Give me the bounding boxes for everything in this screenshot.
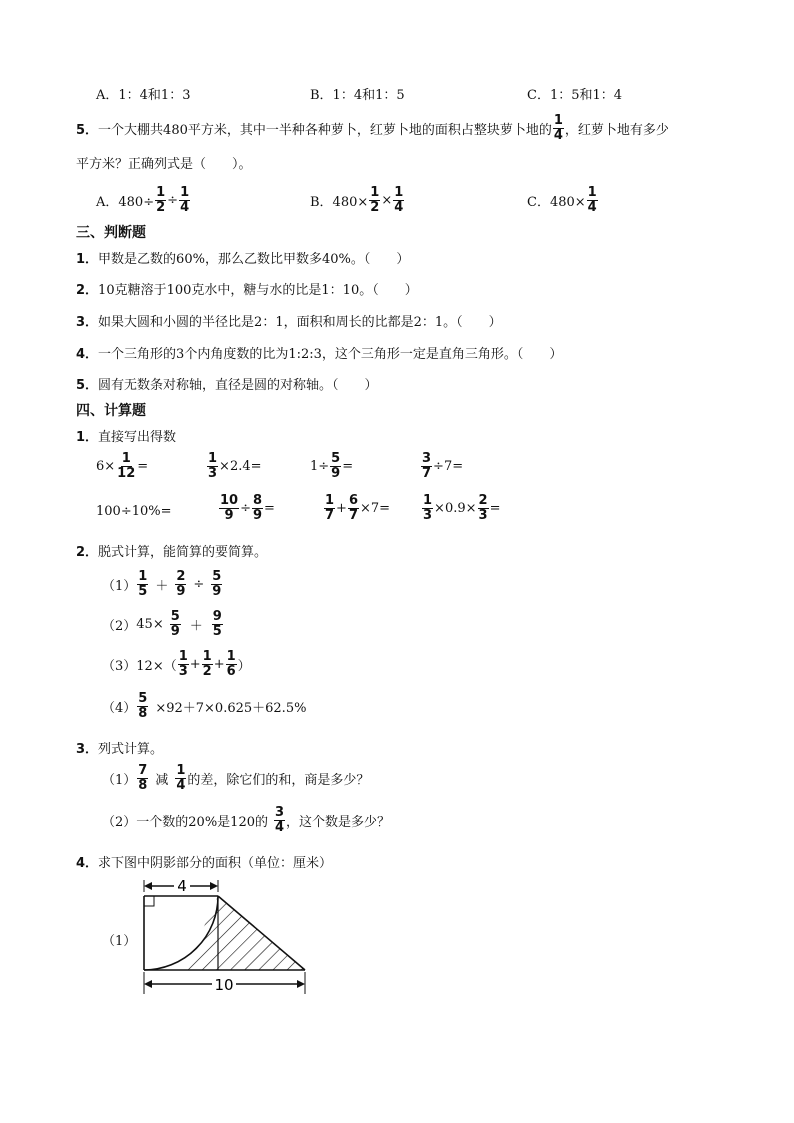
mental-calc-8: $\frac{1}{3}$ ×0.9× $\frac{2}{3}$ = (423, 493, 501, 523)
question-number: 5． (76, 123, 99, 138)
question-text: 一个大棚共480平方米，其中一半种各种萝卜，红萝卜地的面积占整块萝卜地的 (98, 123, 552, 138)
judge-item-3: 3．如果大圆和小圆的半径比是2：1，面积和周长的比都是2：1。（ ） (76, 315, 502, 330)
figure-label: （1） (102, 934, 137, 949)
section-title: 三、判断题 (76, 225, 146, 241)
step-calc-2: （2） 45× $\frac{5}{9}$ ＋ $\frac{9}{5}$ (102, 609, 222, 639)
option-b: B．480× $\frac{1}{2}$ × $\frac{1}{4}$ (310, 185, 404, 215)
word-problem-1: （1） $\frac{7}{8}$ 减 $\frac{1}{4}$ 的差，除它们的和，商是多少？ (102, 763, 370, 793)
question-5 (76, 114, 669, 143)
shaded-area-figure (130, 872, 320, 1000)
dim-bottom: 10 (214, 976, 234, 994)
calc-q3: 3．列式计算。 (76, 742, 164, 757)
mental-calc-6: $\frac{10}{9}$ ÷ $\frac{8}{9}$ = (220, 493, 275, 523)
judge-item-1: 1．甲数是乙数的60%，那么乙数比甲数多40%。（ ） (76, 252, 410, 267)
section-title: 四、计算题 (76, 403, 146, 419)
word-problem-2: （2） 一个数的20%是120的 $\frac{3}{4}$ ，这个数是多少？ (102, 805, 391, 835)
option-b: B．1：4和1：5 (310, 88, 405, 103)
option-c: C．1：5和1：4 (527, 88, 623, 103)
mental-calc-5: 100÷10%= (96, 504, 172, 519)
mental-calc-3: 1÷ $\frac{5}{9}$ = (310, 451, 354, 481)
calc-q2: 2．脱式计算，能简算的要简算。 (76, 545, 268, 560)
step-calc-3: （3） 12×（ $\frac{1}{3}$ + $\frac{1}{2}$ + $\frac{1}{6}$ ） (102, 649, 251, 679)
mental-calc-1: 6× $\frac{1}{12}$ = (96, 451, 149, 481)
shaded-region (184, 896, 305, 970)
mental-calc-2: $\frac{1}{3}$ ×2.4= (208, 451, 262, 481)
step-calc-1: （1） $\frac{1}{5}$ ＋ $\frac{2}{9}$ ÷ $\frac{5}{9}$ (102, 569, 222, 599)
mental-calc-7: $\frac{1}{7}$ + $\frac{6}{7}$ ×7= (325, 493, 391, 523)
calc-q1: 1．直接写出得数 (76, 430, 177, 445)
question-text: ，红萝卜地有多少 (564, 123, 669, 138)
fraction: $\frac{1}{4}$ (553, 113, 563, 143)
judge-item-2: 2．10克糖溶于100克水中，糖与水的比是1：10。（ ） (76, 283, 418, 298)
judge-item-4: 4．一个三角形的3个内角度数的比为1:2:3，这个三角形一定是直角三角形。（ ） (76, 347, 563, 362)
calc-q4: 4．求下图中阴影部分的面积（单位：厘米） (76, 856, 333, 871)
option-a: A．480÷ $\frac{1}{2}$ ÷ $\frac{1}{4}$ (96, 185, 190, 215)
option-a: A．1：4和1：3 (96, 88, 191, 103)
step-calc-4: （4） $\frac{5}{8}$ ×92＋7×0.625＋62.5% (102, 691, 307, 721)
mental-calc-4: $\frac{3}{7}$ ÷7= (422, 451, 464, 481)
dim-top: 4 (177, 877, 187, 895)
question-text: 平方米？正确列式是（ ）。 (76, 157, 252, 172)
judge-item-5: 5．圆有无数条对称轴，直径是圆的对称轴。（ ） (76, 378, 378, 393)
option-c: C．480× $\frac{1}{4}$ (527, 185, 597, 215)
